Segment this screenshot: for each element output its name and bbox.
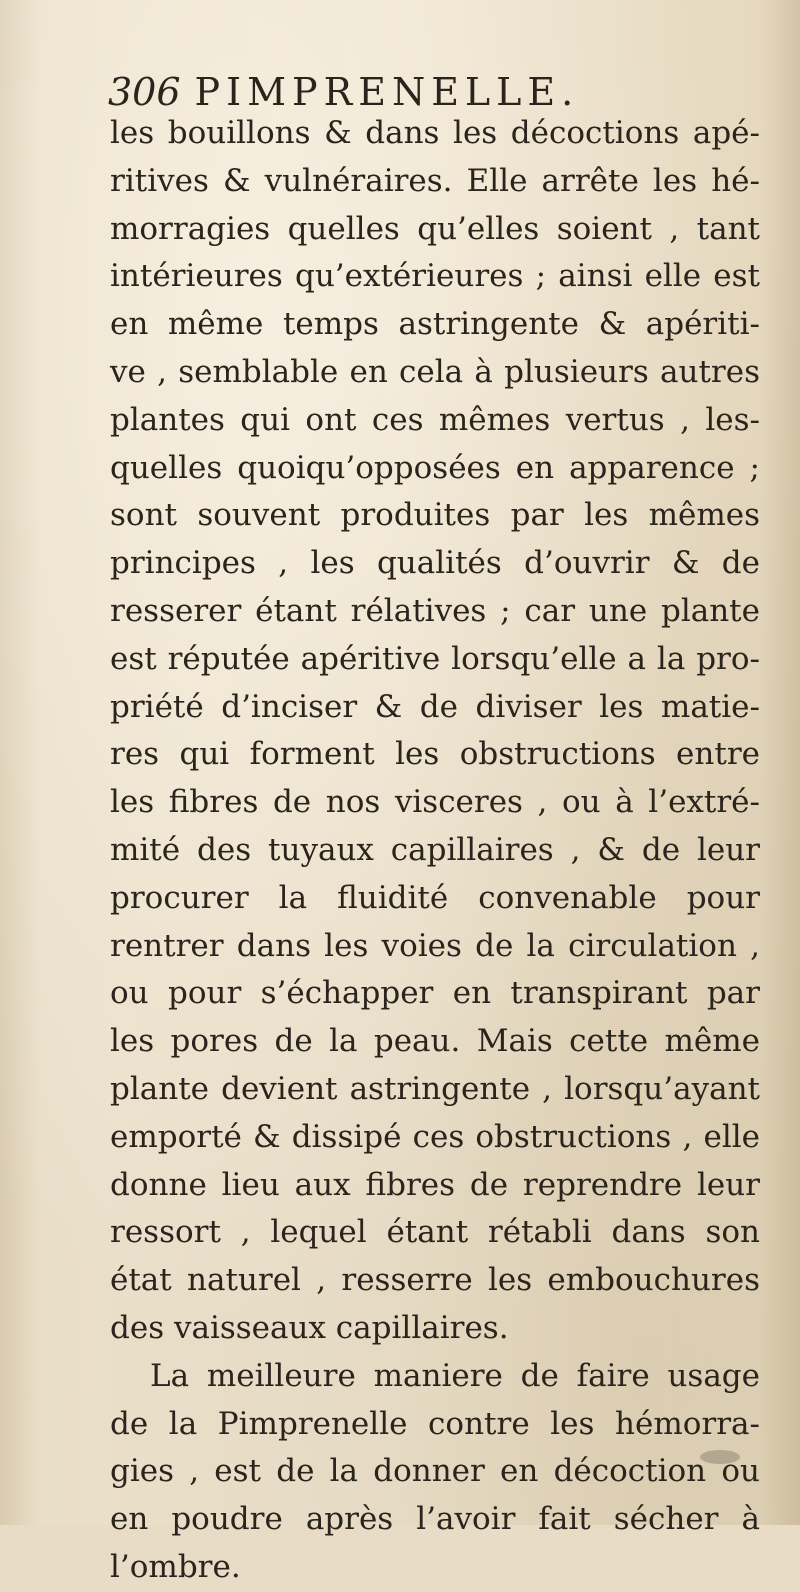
text-line: ressort , lequel étant rétabli dans son	[110, 1214, 760, 1251]
text-line: état naturel , resserre les embouchures	[110, 1262, 760, 1299]
body-text	[110, 110, 760, 1592]
text-line: mité des tuyaux capillaires , & de leur	[110, 831, 760, 868]
text-line: donne lieu aux fibres de reprendre leur	[110, 1166, 760, 1203]
paragraph	[110, 110, 760, 1353]
text-line: plante devient astringente , lorsqu’ayant	[110, 1070, 760, 1107]
text-line: quelles quoiqu’opposées en apparence ;	[110, 449, 760, 486]
ink-smudge	[700, 1450, 740, 1464]
text-line: en poudre après l’avoir fait sécher à	[110, 1501, 760, 1538]
text-line: procurer la fluidité convenable pour	[110, 879, 760, 916]
text-line: ve , semblable en cela à plusieurs autres	[110, 353, 760, 390]
text-line: l’ombre.	[110, 1548, 241, 1585]
text-line: les fibres de nos visceres , ou à l’extré-	[110, 784, 760, 821]
running-title: PIMPRENELLE.	[194, 70, 580, 114]
text-line: rentrer dans les voies de la circulation ,	[110, 927, 760, 964]
paragraph	[110, 1353, 760, 1592]
text-line: en même temps astringente & apériti-	[110, 306, 760, 343]
page-number: 306	[108, 70, 181, 114]
text-line: La meilleure maniere de faire usage	[150, 1357, 760, 1394]
text-line: est réputée apéritive lorsqu’elle a la pro-	[110, 640, 760, 677]
text-line: emporté & dissipé ces obstructions , elle	[110, 1118, 760, 1155]
text-line: priété d’inciser & de diviser les matie-	[110, 688, 760, 725]
text-line: res qui forment les obstructions entre	[110, 736, 760, 773]
text-line: intérieures qu’extérieures ; ainsi elle est	[110, 258, 760, 295]
text-line: des vaisseaux capillaires.	[110, 1309, 509, 1346]
text-line: sont souvent produites par les mêmes	[110, 497, 760, 534]
text-line: morragies quelles qu’elles soient , tant	[110, 210, 760, 247]
text-line: les pores de la peau. Mais cette même	[110, 1023, 760, 1060]
text-line: gies , est de la donner en décoction ou	[110, 1453, 760, 1490]
text-line: de la Pimprenelle contre les hémorra-	[110, 1405, 760, 1442]
text-line: les bouillons & dans les décoctions apé-	[110, 115, 760, 151]
text-line: principes , les qualités d’ouvrir & de	[110, 545, 760, 582]
text-line: ou pour s’échapper en transpirant par	[110, 975, 760, 1012]
text-line: ritives & vulnéraires. Elle arrête les hé-	[110, 162, 760, 199]
text-line: plantes qui ont ces mêmes vertus , les-	[110, 401, 760, 438]
text-line: resserer étant rélatives ; car une plante	[110, 592, 760, 629]
